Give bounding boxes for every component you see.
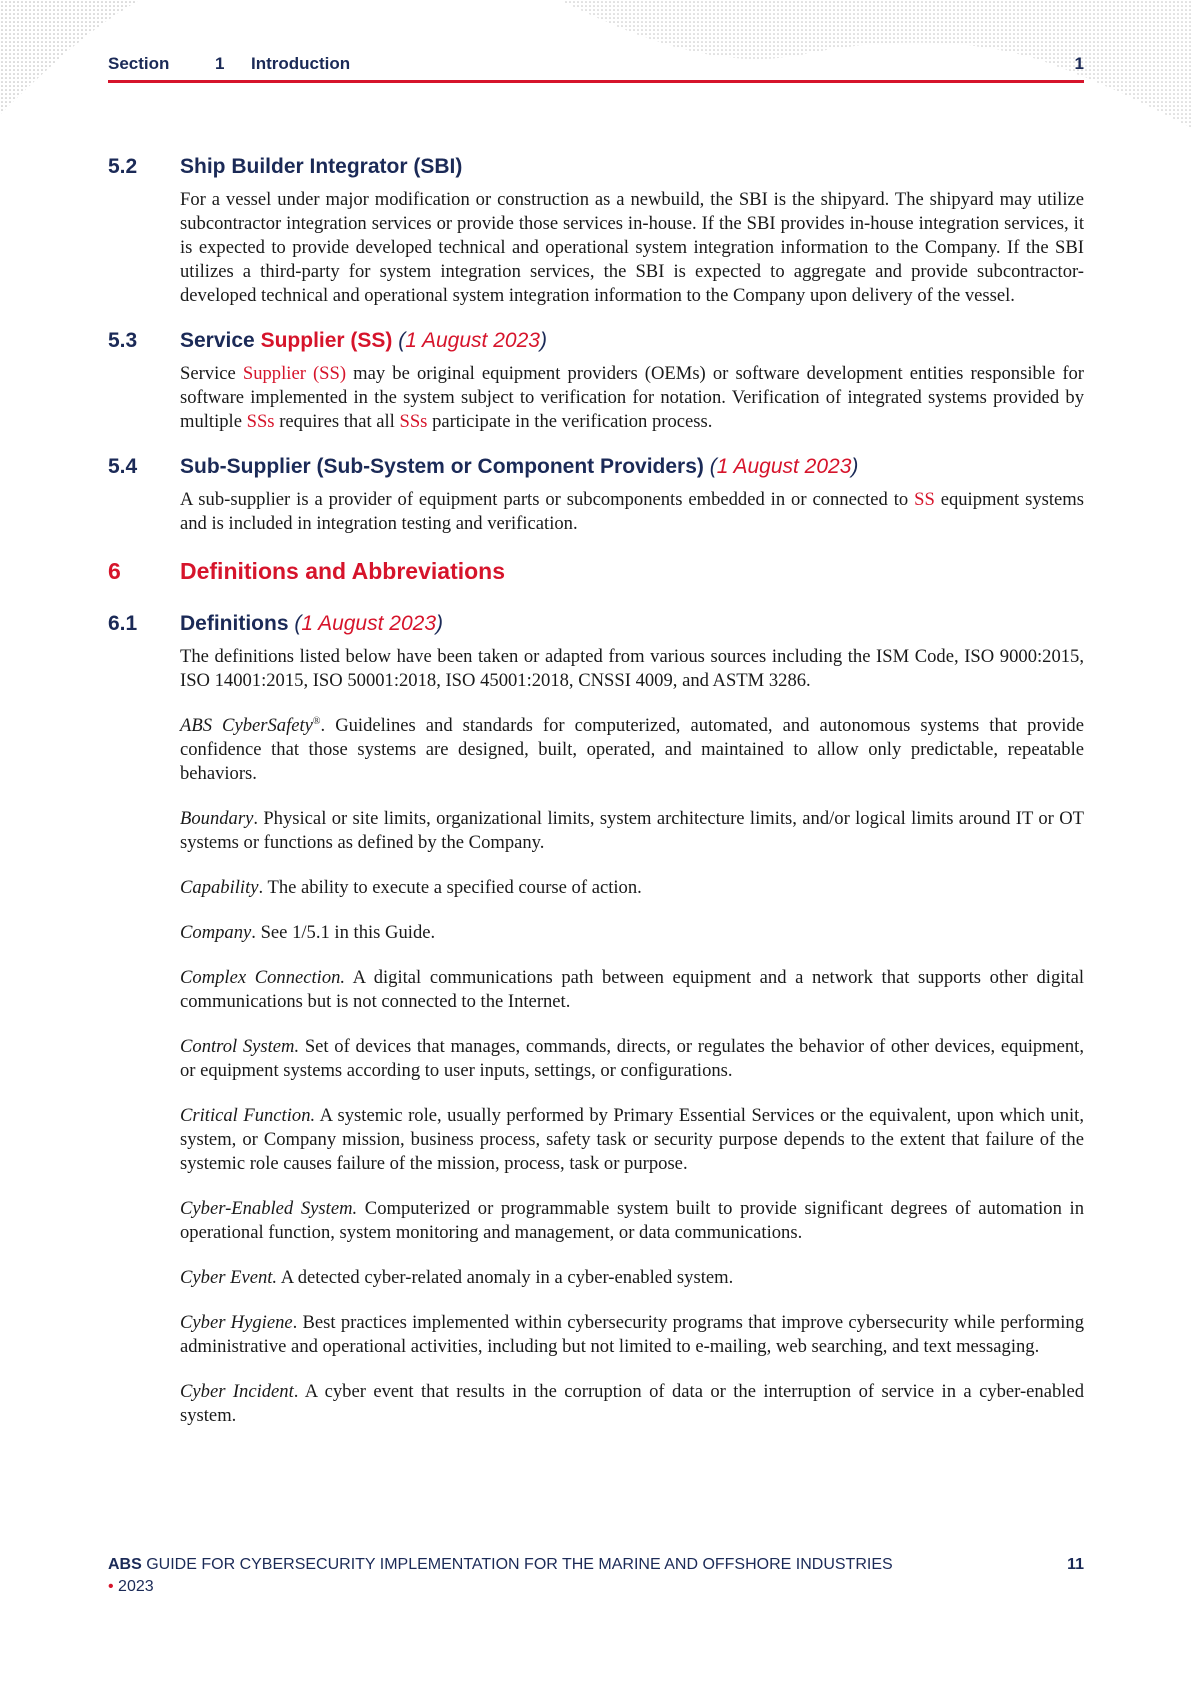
definition-term: Capability: [180, 877, 259, 898]
revision-date: 1 August 2023: [716, 455, 852, 478]
text-run: may be original equipment providers (OEMs) or software development entities responsible for software implemented in the system subject to verification for notation. Verification of integrated systems provided by multiple: [180, 363, 1084, 432]
main-content: [108, 155, 1084, 1449]
header-section-title: Introduction: [251, 54, 351, 73]
title-part: Service: [180, 329, 261, 352]
definition-item: [180, 966, 1084, 1014]
heading-5-2: [108, 155, 1084, 181]
date-close: ): [851, 455, 859, 478]
definition-term: Complex Connection.: [180, 967, 346, 988]
definition-item: [180, 876, 1084, 900]
paragraph-6-1-intro: The definitions listed below have been taken or adapted from various sources including the ISM Code, ISO 9000:2015, ISO 14001:2015, ISO 50001:2018, ISO 45001:2018, CNSSI 4009, and ASTM 3286.: [180, 646, 1084, 691]
definition-text: . The ability to execute a specified course of action.: [258, 877, 642, 898]
definition-item: [180, 1035, 1084, 1083]
text-run: participate in the verification process.: [427, 411, 713, 432]
definition-text: Set of devices that manages, commands, directs, or regulates the behavior of other devices, equipment, or equipment systems according to user inputs, settings, or configurations.: [180, 1036, 1084, 1081]
definition-term: Company: [180, 922, 252, 943]
revised-text: Supplier (SS): [242, 363, 347, 384]
footer-year: 2023: [113, 1578, 154, 1595]
footer-page-number: 11: [1067, 1556, 1084, 1573]
heading-title: [180, 612, 443, 636]
definition-text: . Best practices implemented within cybersecurity programs that improve cybersecurity while performing administrative and operational activities, including but not limited to e-mailing, web searching, and text messaging.: [180, 1312, 1084, 1357]
heading-title: [180, 455, 858, 479]
footer-brand: ABS: [108, 1556, 142, 1573]
date-open: (: [288, 612, 302, 635]
revision-date: 1 August 2023: [301, 612, 436, 635]
running-header: [108, 54, 1084, 78]
paragraph-5-4: [180, 488, 1084, 536]
footer-title-text: GUIDE FOR CYBERSECURITY IMPLEMENTATION FOR THE MARINE AND OFFSHORE INDUSTRIES: [141, 1556, 893, 1573]
revision-date: 1 August 2023: [405, 329, 540, 352]
definition-term: Critical Function.: [180, 1105, 316, 1126]
definition-term: Cyber Event.: [180, 1267, 278, 1288]
definition-term: Control System.: [180, 1036, 300, 1057]
title-revised-part: Supplier (SS): [260, 329, 393, 352]
text-run: Service: [180, 363, 243, 384]
definition-item: [180, 1104, 1084, 1176]
heading-5-3: [108, 329, 1084, 355]
heading-5-4: [108, 455, 1084, 481]
date-open: (: [392, 329, 406, 352]
definition-item: [180, 921, 1084, 945]
definition-text: . A cyber event that results in the corruption of data or the interruption of service in a cyber-enabled system.: [180, 1381, 1084, 1426]
header-section-page: 1: [1074, 54, 1084, 73]
heading-number: 5.2: [108, 155, 138, 178]
date-close: ): [436, 612, 443, 635]
text-run: A sub-supplier is a provider of equipment parts or subcomponents embedded in or connected to: [180, 489, 915, 510]
definition-text: . See 1/5.1 in this Guide.: [251, 922, 436, 943]
title-part: Definitions: [180, 612, 289, 635]
header-section-word: Section: [108, 54, 170, 73]
definition-text: A digital communications path between equipment and a network that supports other digital communications but is not connected to the Internet.: [180, 967, 1084, 1012]
definition-term: Boundary: [180, 808, 254, 829]
definition-term: Cyber Hygiene: [180, 1312, 293, 1333]
revised-text: SS: [914, 489, 935, 510]
footer-year-line: [108, 1578, 154, 1596]
footer-document-title: [108, 1556, 893, 1574]
definition-item: [180, 1197, 1084, 1245]
registered-mark: ®: [312, 715, 321, 727]
definitions-list: [108, 714, 1084, 1428]
definition-term: Cyber Incident: [180, 1381, 294, 1402]
definition-text: . Guidelines and standards for computerized, automated, and autonomous systems that provide confidence that those systems are designed, built, operated, and maintained to allow only predictable, repeatable behaviors.: [180, 715, 1084, 784]
revised-text: SSs: [246, 411, 275, 432]
text-run: equipment systems and is included in integration testing and verification.: [180, 489, 1084, 534]
heading-number: 5.4: [108, 455, 138, 478]
heading-title: Ship Builder Integrator (SBI): [180, 155, 463, 178]
date-close: ): [539, 329, 547, 352]
text-run: requires that all: [274, 411, 400, 432]
definition-term: Cyber-Enabled System.: [180, 1198, 358, 1219]
definition-item: [180, 1266, 1084, 1290]
definition-text: A detected cyber-related anomaly in a cyber-enabled system.: [277, 1267, 734, 1288]
definition-item: [180, 807, 1084, 855]
section-heading-6: [108, 558, 1084, 588]
heading-number: 5.3: [108, 329, 138, 352]
paragraph-5-3: [180, 362, 1084, 434]
heading-6-1: [108, 612, 1084, 638]
section-number: 6: [108, 558, 121, 584]
definition-text: . Physical or site limits, organizational limits, system architecture limits, and/or logical limits around IT or OT systems or functions as defined by the Company.: [180, 808, 1084, 853]
definition-item: [180, 714, 1084, 786]
heading-number: 6.1: [108, 612, 138, 635]
heading-title: [180, 329, 547, 353]
date-open: (: [703, 455, 717, 478]
definition-text: A systemic role, usually performed by Primary Essential Services or the equivalent, upon which unit, system, or Company mission, business process, safety task or security purpose depends to the extent that failure of the systemic role causes failure of the mission, process, task or purpose.: [180, 1105, 1084, 1174]
definition-term: ABS CyberSafety: [180, 715, 313, 736]
paragraph-5-2: For a vessel under major modification or construction as a newbuild, the SBI is the shipyard. The shipyard may utilize subcontractor integration services or provide those services in-house. If the SBI provides in-house integration services, it is expected to provide developed technical and operational system integration information to the Company. If the SBI utilizes a third-party for system integration services, the SBI is expected to aggregate and provide subcontractor-developed technical and operational system integration information to the Company upon delivery of the vessel.: [180, 189, 1084, 306]
definition-text: Computerized or programmable system built to provide significant degrees of automation in operational function, system monitoring and management, or data communications.: [180, 1198, 1084, 1243]
footer-bullet: •: [108, 1578, 114, 1595]
definition-item: [180, 1380, 1084, 1428]
revised-text: SSs: [399, 411, 428, 432]
definition-item: [180, 1311, 1084, 1359]
header-section-number: 1: [215, 54, 225, 73]
title-part: Sub-Supplier (Sub-System or Component Providers): [180, 455, 704, 478]
header-rule: [108, 80, 1084, 83]
section-title: Definitions and Abbreviations: [180, 558, 506, 584]
